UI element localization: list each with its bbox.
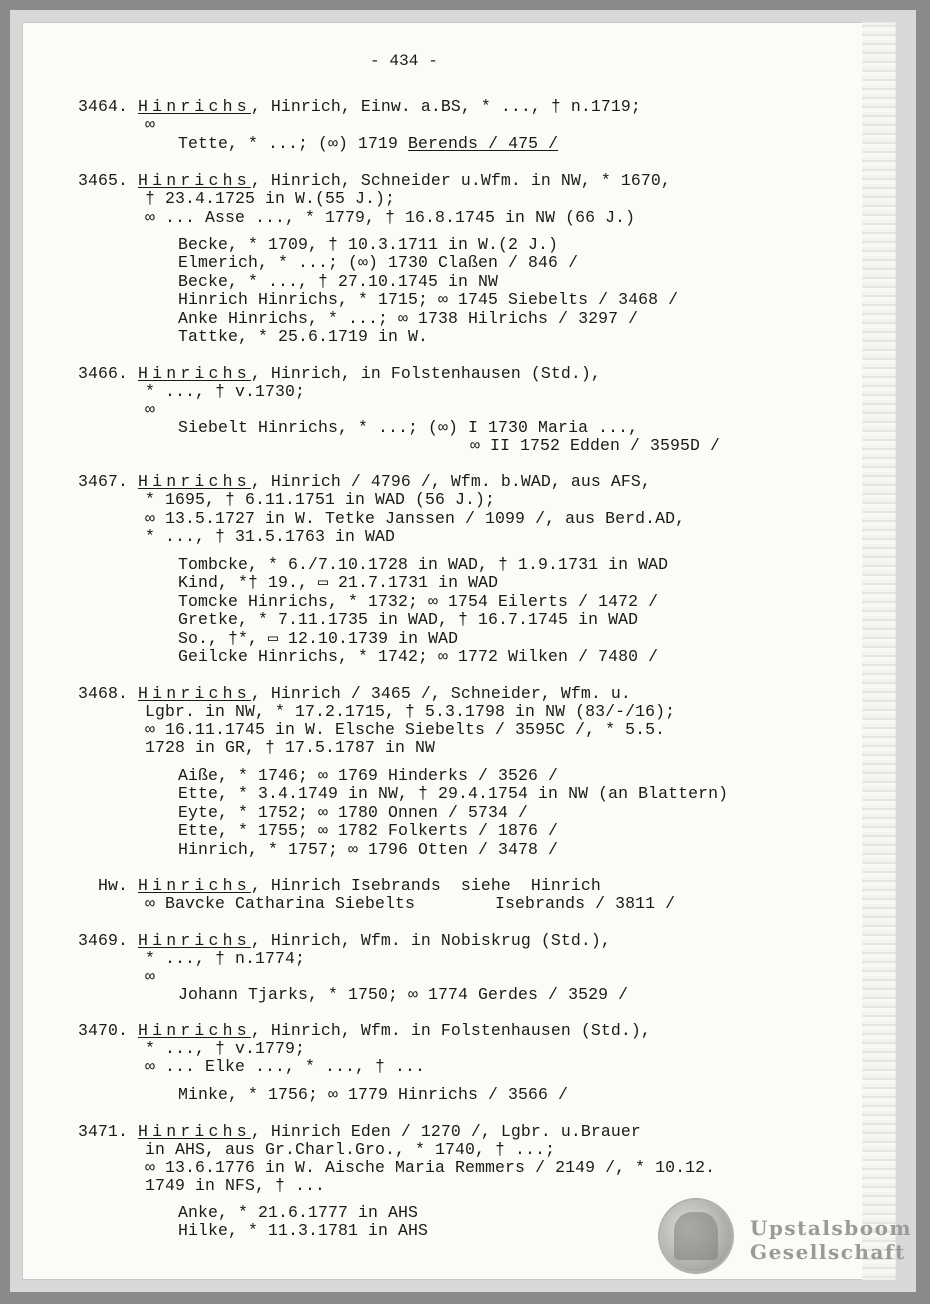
upstalsboom-seal-icon	[660, 1200, 732, 1272]
entry-number: 3464.	[78, 97, 139, 116]
entry-line: in AHS, aus Gr.Charl.Gro., * 1740, † ...;	[145, 1140, 556, 1159]
entry-heading	[78, 365, 601, 383]
child-line: ∞ II 1752 Edden / 3595D /	[470, 436, 721, 455]
entry-number: 3469.	[78, 931, 139, 950]
entry-heading	[78, 1022, 651, 1040]
child-line: Siebelt Hinrichs, * ...; (∞) I 1730 Maria ...,	[178, 418, 639, 437]
entry-line: ∞ 16.11.1745 in W. Elsche Siebelts / 3595C /, * 5.5.	[145, 720, 666, 739]
child-line: Anke Hinrichs, * ...; ∞ 1738 Hilrichs / 3297 /	[178, 308, 639, 328]
entry-heading	[78, 172, 671, 190]
entry-number: Hw.	[78, 876, 139, 895]
child-line: Aiße, * 1746; ∞ 1769 Hinderks / 3526 /	[178, 766, 559, 785]
child-line: Ette, * 1755; ∞ 1782 Folkerts / 1876 /	[178, 821, 559, 841]
child-line: Hinrich, * 1757; ∞ 1796 Otten / 3478 /	[178, 839, 559, 859]
entry-line: ∞ 13.5.1727 in W. Tetke Janssen / 1099 /, aus Berd.AD,	[145, 509, 686, 528]
entry-number: 3465.	[78, 171, 139, 190]
entry-line: ∞ Bavcke Catharina Siebelts Isebrands / 3811 /	[145, 894, 676, 913]
entry-line: * ..., † n.1774;	[145, 949, 306, 968]
linked-surname: Berends	[408, 134, 479, 153]
child-text: Tette, * ...; (∞) 1719	[178, 134, 409, 153]
child-line: Minke, * 1756; ∞ 1779 Hinrichs / 3566 /	[178, 1085, 569, 1104]
entry-surname: Hinrichs	[138, 1122, 251, 1141]
entry-details: , Hinrich, Wfm. in Folstenhausen (Std.),	[250, 1021, 651, 1040]
child-line: Tomcke Hinrichs, * 1732; ∞ 1754 Eilerts / 1472 /	[178, 591, 659, 611]
entry-surname: Hinrichs	[138, 472, 251, 491]
entry-details: , Hinrich Isebrands siehe Hinrich	[250, 876, 601, 895]
watermark-line2: Gesellschaft	[750, 1240, 906, 1264]
entry-number: 3467.	[78, 472, 139, 491]
entry-surname: Hinrichs	[138, 97, 251, 116]
entry-line: * ..., † v.1779;	[145, 1039, 306, 1058]
entry-heading	[78, 685, 631, 703]
entry-heading	[78, 1123, 641, 1141]
entry-number: 3468.	[78, 684, 139, 703]
marriage-symbol: ∞	[145, 400, 156, 419]
page-number: - 434 -	[370, 52, 438, 70]
child-line: Geilcke Hinrichs, * 1742; ∞ 1772 Wilken / 7480 /	[178, 647, 659, 666]
entry-details: , Hinrich, Wfm. in Nobiskrug (Std.),	[250, 931, 611, 950]
entry-surname: Hinrichs	[138, 876, 251, 895]
entry-surname: Hinrichs	[138, 171, 251, 190]
entry-details: , Hinrich, Einw. a.BS, * ..., † n.1719;	[250, 97, 641, 116]
entry-details: , Hinrich, in Folstenhausen (Std.),	[250, 364, 601, 383]
entry-number: 3471.	[78, 1122, 139, 1141]
child-line: Hinrich Hinrichs, * 1715; ∞ 1745 Siebelts / 3468 /	[178, 290, 679, 310]
entry-details: , Hinrich Eden / 1270 /, Lgbr. u.Brauer	[250, 1122, 641, 1141]
child-line: Eyte, * 1752; ∞ 1780 Onnen / 5734 /	[178, 802, 529, 822]
entry-line: * ..., † v.1730;	[145, 382, 306, 401]
scan-edge	[862, 22, 896, 1280]
child-line: Elmerich, * ...; (∞) 1730 Claßen / 846 /	[178, 253, 579, 273]
entry-line: ∞ ... Elke ..., * ..., † ...	[145, 1057, 426, 1076]
entry-surname: Hinrichs	[138, 364, 251, 383]
watermark-line1: Upstalsboom	[750, 1216, 913, 1240]
entry-heading	[78, 473, 651, 491]
entry-heading	[78, 877, 601, 895]
entry-heading	[78, 932, 611, 950]
child-line: Kind, *† 19., ▭ 21.7.1731 in WAD	[178, 573, 499, 593]
child-line: Johann Tjarks, * 1750; ∞ 1774 Gerdes / 3529 /	[178, 985, 629, 1004]
entry-line: ∞ 13.6.1776 in W. Aische Maria Remmers / 2149 /, * 10.12.	[145, 1158, 716, 1177]
entry-surname: Hinrichs	[138, 1021, 251, 1040]
child-line	[178, 135, 558, 153]
entry-line: ∞ ... Asse ..., * 1779, † 16.8.1745 in NW (66 J.)	[145, 208, 636, 227]
child-line: So., †*, ▭ 12.10.1739 in WAD	[178, 628, 459, 648]
entry-line: 1728 in GR, † 17.5.1787 in NW	[145, 738, 436, 757]
child-line: Gretke, * 7.11.1735 in WAD, † 16.7.1745 in WAD	[178, 610, 639, 630]
entry-line: * ..., † 31.5.1763 in WAD	[145, 527, 396, 546]
child-line: Becke, * 1709, † 10.3.1711 in W.(2 J.)	[178, 235, 559, 254]
entry-details: , Hinrich, Schneider u.Wfm. in NW, * 1670,	[250, 171, 671, 190]
reference-number: / 475 /	[478, 134, 559, 153]
child-line: Becke, * ..., † 27.10.1745 in NW	[178, 271, 499, 291]
entry-line: † 23.4.1725 in W.(55 J.);	[145, 189, 396, 208]
entry-number: 3466.	[78, 364, 139, 383]
entry-heading	[78, 98, 641, 116]
entry-line: * 1695, † 6.11.1751 in WAD (56 J.);	[145, 490, 496, 509]
entry-details: , Hinrich / 4796 /, Wfm. b.WAD, aus AFS,	[250, 472, 651, 491]
entry-details: , Hinrich / 3465 /, Schneider, Wfm. u.	[250, 684, 631, 703]
child-line: Tattke, * 25.6.1719 in W.	[178, 327, 429, 346]
marriage-symbol: ∞	[145, 115, 156, 134]
entry-number: 3470.	[78, 1021, 139, 1040]
entry-line: Lgbr. in NW, * 17.2.1715, † 5.3.1798 in NW (83/-/16);	[145, 702, 676, 721]
entry-surname: Hinrichs	[138, 684, 251, 703]
child-line: Hilke, * 11.3.1781 in AHS	[178, 1221, 429, 1241]
marriage-symbol: ∞	[145, 967, 156, 986]
child-line: Tombcke, * 6./7.10.1728 in WAD, † 1.9.1731 in WAD	[178, 555, 669, 574]
child-line: Anke, * 21.6.1777 in AHS	[178, 1203, 419, 1222]
entry-surname: Hinrichs	[138, 931, 251, 950]
child-line: Ette, * 3.4.1749 in NW, † 29.4.1754 in NW (an Blattern)	[178, 784, 729, 804]
entry-line: 1749 in NFS, † ...	[145, 1176, 326, 1195]
